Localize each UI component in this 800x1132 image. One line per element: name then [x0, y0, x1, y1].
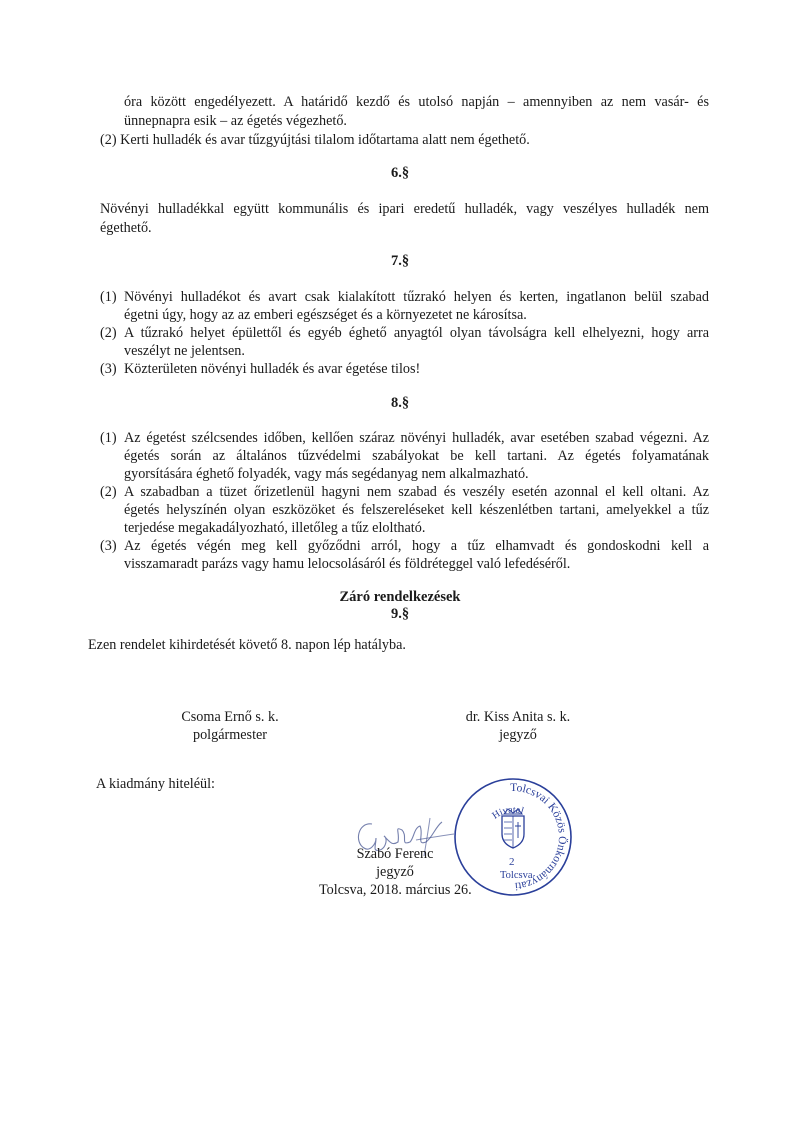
- place-date: Tolcsva, 2018. március 26.: [319, 882, 472, 898]
- signatory-name-left: Csoma Ernő s. k.: [181, 709, 279, 725]
- text-line: égetés helyszínén olyan eszközöket és felszereléseket kell készenlétben tartani, amelyekkel a tűz: [124, 502, 709, 518]
- text-line: Ezen rendelet kihirdetését követő 8. napon lép hatályba.: [88, 637, 406, 653]
- paragraph-number: (2): [100, 325, 117, 341]
- paragraph-number: (3): [100, 361, 117, 377]
- text-line: (2) Kerti hulladék és avar tűzgyújtási tilalom időtartama alatt nem égethető.: [100, 132, 530, 148]
- authenticator-role: jegyző: [376, 864, 414, 880]
- text-line: óra között engedélyezett. A határidő kezdő és utolsó napján – amennyiben az nem vasár- és: [124, 94, 709, 110]
- official-stamp: [452, 776, 574, 898]
- svg-text:Hivatal: Hivatal: [490, 804, 525, 822]
- paragraph-number: (1): [100, 289, 117, 305]
- text-line: Az égetés végén meg kell győződni arról, hogy a tűz elhamvadt és gondoskodni kell a: [124, 538, 709, 554]
- section-title: 9.§: [390, 606, 410, 622]
- authentication-label: A kiadmány hiteléül:: [96, 776, 215, 792]
- text-line: terjedése megakadályozható, illetőleg a tűz eloltható.: [124, 520, 426, 536]
- text-line: Növényi hulladékkal együtt kommunális és ipari eredetű hulladék, vagy veszélyes hulladék nem: [100, 201, 709, 217]
- section-title: 6.§: [390, 165, 410, 181]
- stamp-number: 2: [509, 856, 515, 868]
- svg-text:Tolcsvai Közös Önkormányzati: Tolcsvai Közös Önkormányzati: [510, 781, 569, 892]
- text-line: égetés során az általános tűzvédelmi szabályokat be kell tartani. Az égetés folyamatának: [124, 448, 709, 464]
- paragraph-number: (3): [100, 538, 117, 554]
- text-line: Közterületen növényi hulladék és avar égetése tilos!: [124, 361, 421, 377]
- text-line: visszamaradt parázs vagy hamu lelocsolásáról és földréteggel való lefedéséről.: [124, 556, 571, 572]
- signatory-role-right: jegyző: [499, 727, 537, 743]
- text-line: Az égetést szélcsendes időben, kellően száraz növényi hulladék, avar esetében szabad végezni. Az: [124, 430, 709, 446]
- signatory-role-left: polgármester: [192, 727, 268, 743]
- paragraph-number: (1): [100, 430, 117, 446]
- text-line: gyorsítására éghető folyadék, vagy más segédanyag nem alkalmazható.: [124, 466, 529, 482]
- authenticator-name: Szabó Ferenc: [356, 846, 434, 862]
- signatory-name-right: dr. Kiss Anita s. k.: [465, 709, 571, 725]
- text-line: ünnepnapra esik – az égetés végezhető.: [124, 113, 347, 129]
- closing-heading: Záró rendelkezések: [339, 589, 461, 605]
- section-title: 8.§: [390, 395, 410, 411]
- text-line: A tűzrakó helyet épülettől és egyéb éghető anyagtól olyan távolságra kell elhelyezni, hogy arra: [124, 325, 709, 341]
- text-line: Növényi hulladékot és avart csak kialakított tűzrakó helyen és kerten, ingatlanon belül szabad: [124, 289, 709, 305]
- text-line: veszélyt ne jelentsen.: [124, 343, 245, 359]
- text-line: égethető.: [100, 220, 152, 236]
- text-line: A szabadban a tüzet őrizetlenül hagyni nem szabad és veszély esetén azonnal el kell oltani. Az: [124, 484, 709, 500]
- stamp-city: Tolcsva: [500, 870, 533, 881]
- section-title: 7.§: [390, 253, 410, 269]
- text-line: égetni úgy, hogy az az emberi egészséget és a környezetet ne károsítsa.: [124, 307, 527, 323]
- paragraph-number: (2): [100, 484, 117, 500]
